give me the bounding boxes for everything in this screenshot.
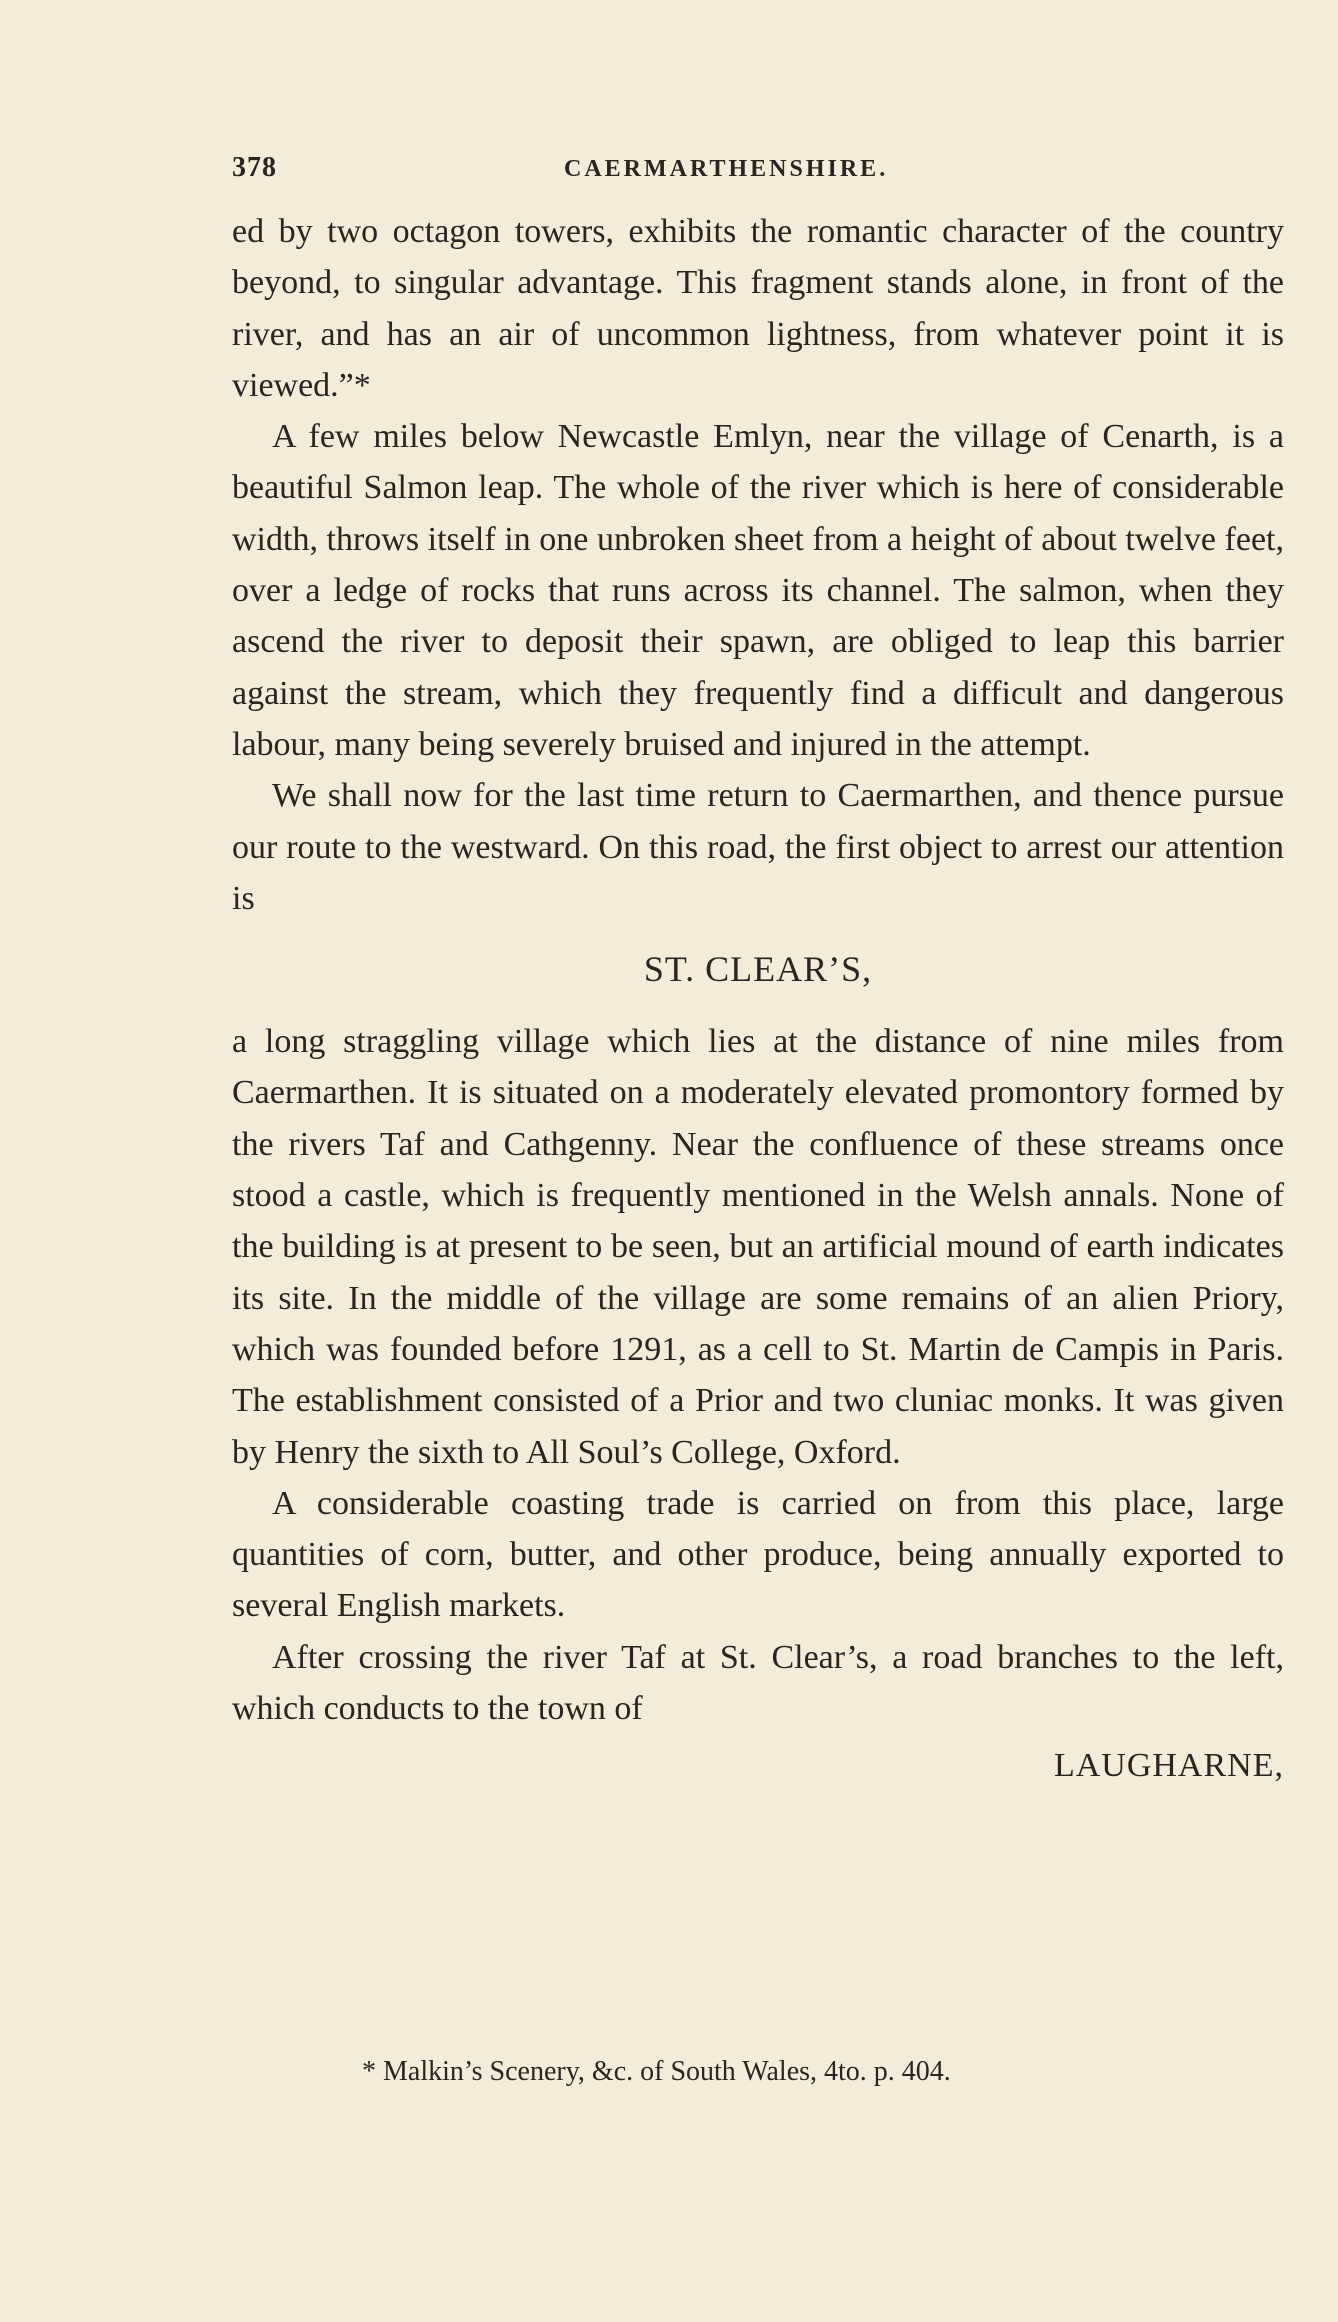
- page-number: 378: [232, 152, 277, 183]
- running-head: CAERMARTHENSHIRE.: [564, 156, 889, 182]
- paragraph-return-caermarthen: We shall now for the last time return to Caermarthen, and thence pursue our route to the westward. On this road, the first object to arrest our attention is: [232, 777, 1284, 917]
- paragraph-towers: ed by two octagon towers, exhibits the romantic character of the country beyond, to singular advantage. This fragment stands alone, in front of the river, and has an air of uncommon lightness, from whatever point it is viewed.”*: [232, 213, 1284, 404]
- paragraph-st-clears-village: a long straggling village which lies at the distance of nine miles from Caermarthen. It is situated on a moderately elevated promontory formed by the rivers Taf and Cathgenny. Near the confluence of these streams once stood a castle, which is frequently mentioned in the Welsh annals. None of the building is at present to be seen, but an artificial mound of earth indicates its site. In the middle of the village are some remains of an alien Priory, which was founded before 1291, as a cell to St. Martin de Campis in Paris. The establishment consisted of a Prior and two cluniac monks. It was given by Henry the sixth to All Soul’s College, Oxford.: [232, 1023, 1284, 1471]
- paragraph-salmon-leap: A few miles below Newcastle Emlyn, near the village of Cenarth, is a beautiful Salmon leap. The whole of the river which is here of considerable width, throws itself in one unbroken sheet from a height of about twelve feet, over a ledge of rocks that runs across its channel. The salmon, when they ascend the river to deposit their spawn, are obliged to leap this barrier against the stream, which they frequently find a difficult and dangerous labour, many being severely bruised and injured in the attempt.: [232, 418, 1284, 763]
- catchword: LAUGHARNE,: [1053, 1747, 1284, 1785]
- section-heading-st-clears: ST. CLEAR’S,: [643, 949, 873, 990]
- paragraph-road-branches: After crossing the river Taf at St. Clear’s, a road branches to the left, which conducts to the town of: [232, 1638, 1284, 1728]
- paragraph-coasting-trade: A considerable coasting trade is carried on from this place, large quantities of corn, butter, and other produce, being annually exported to several English markets.: [232, 1484, 1284, 1625]
- page-header: [232, 152, 1288, 192]
- footnote: * Malkin’s Scenery, &c. of South Wales, 4to. p. 404.: [362, 2056, 951, 2087]
- body-text: [232, 206, 1284, 1791]
